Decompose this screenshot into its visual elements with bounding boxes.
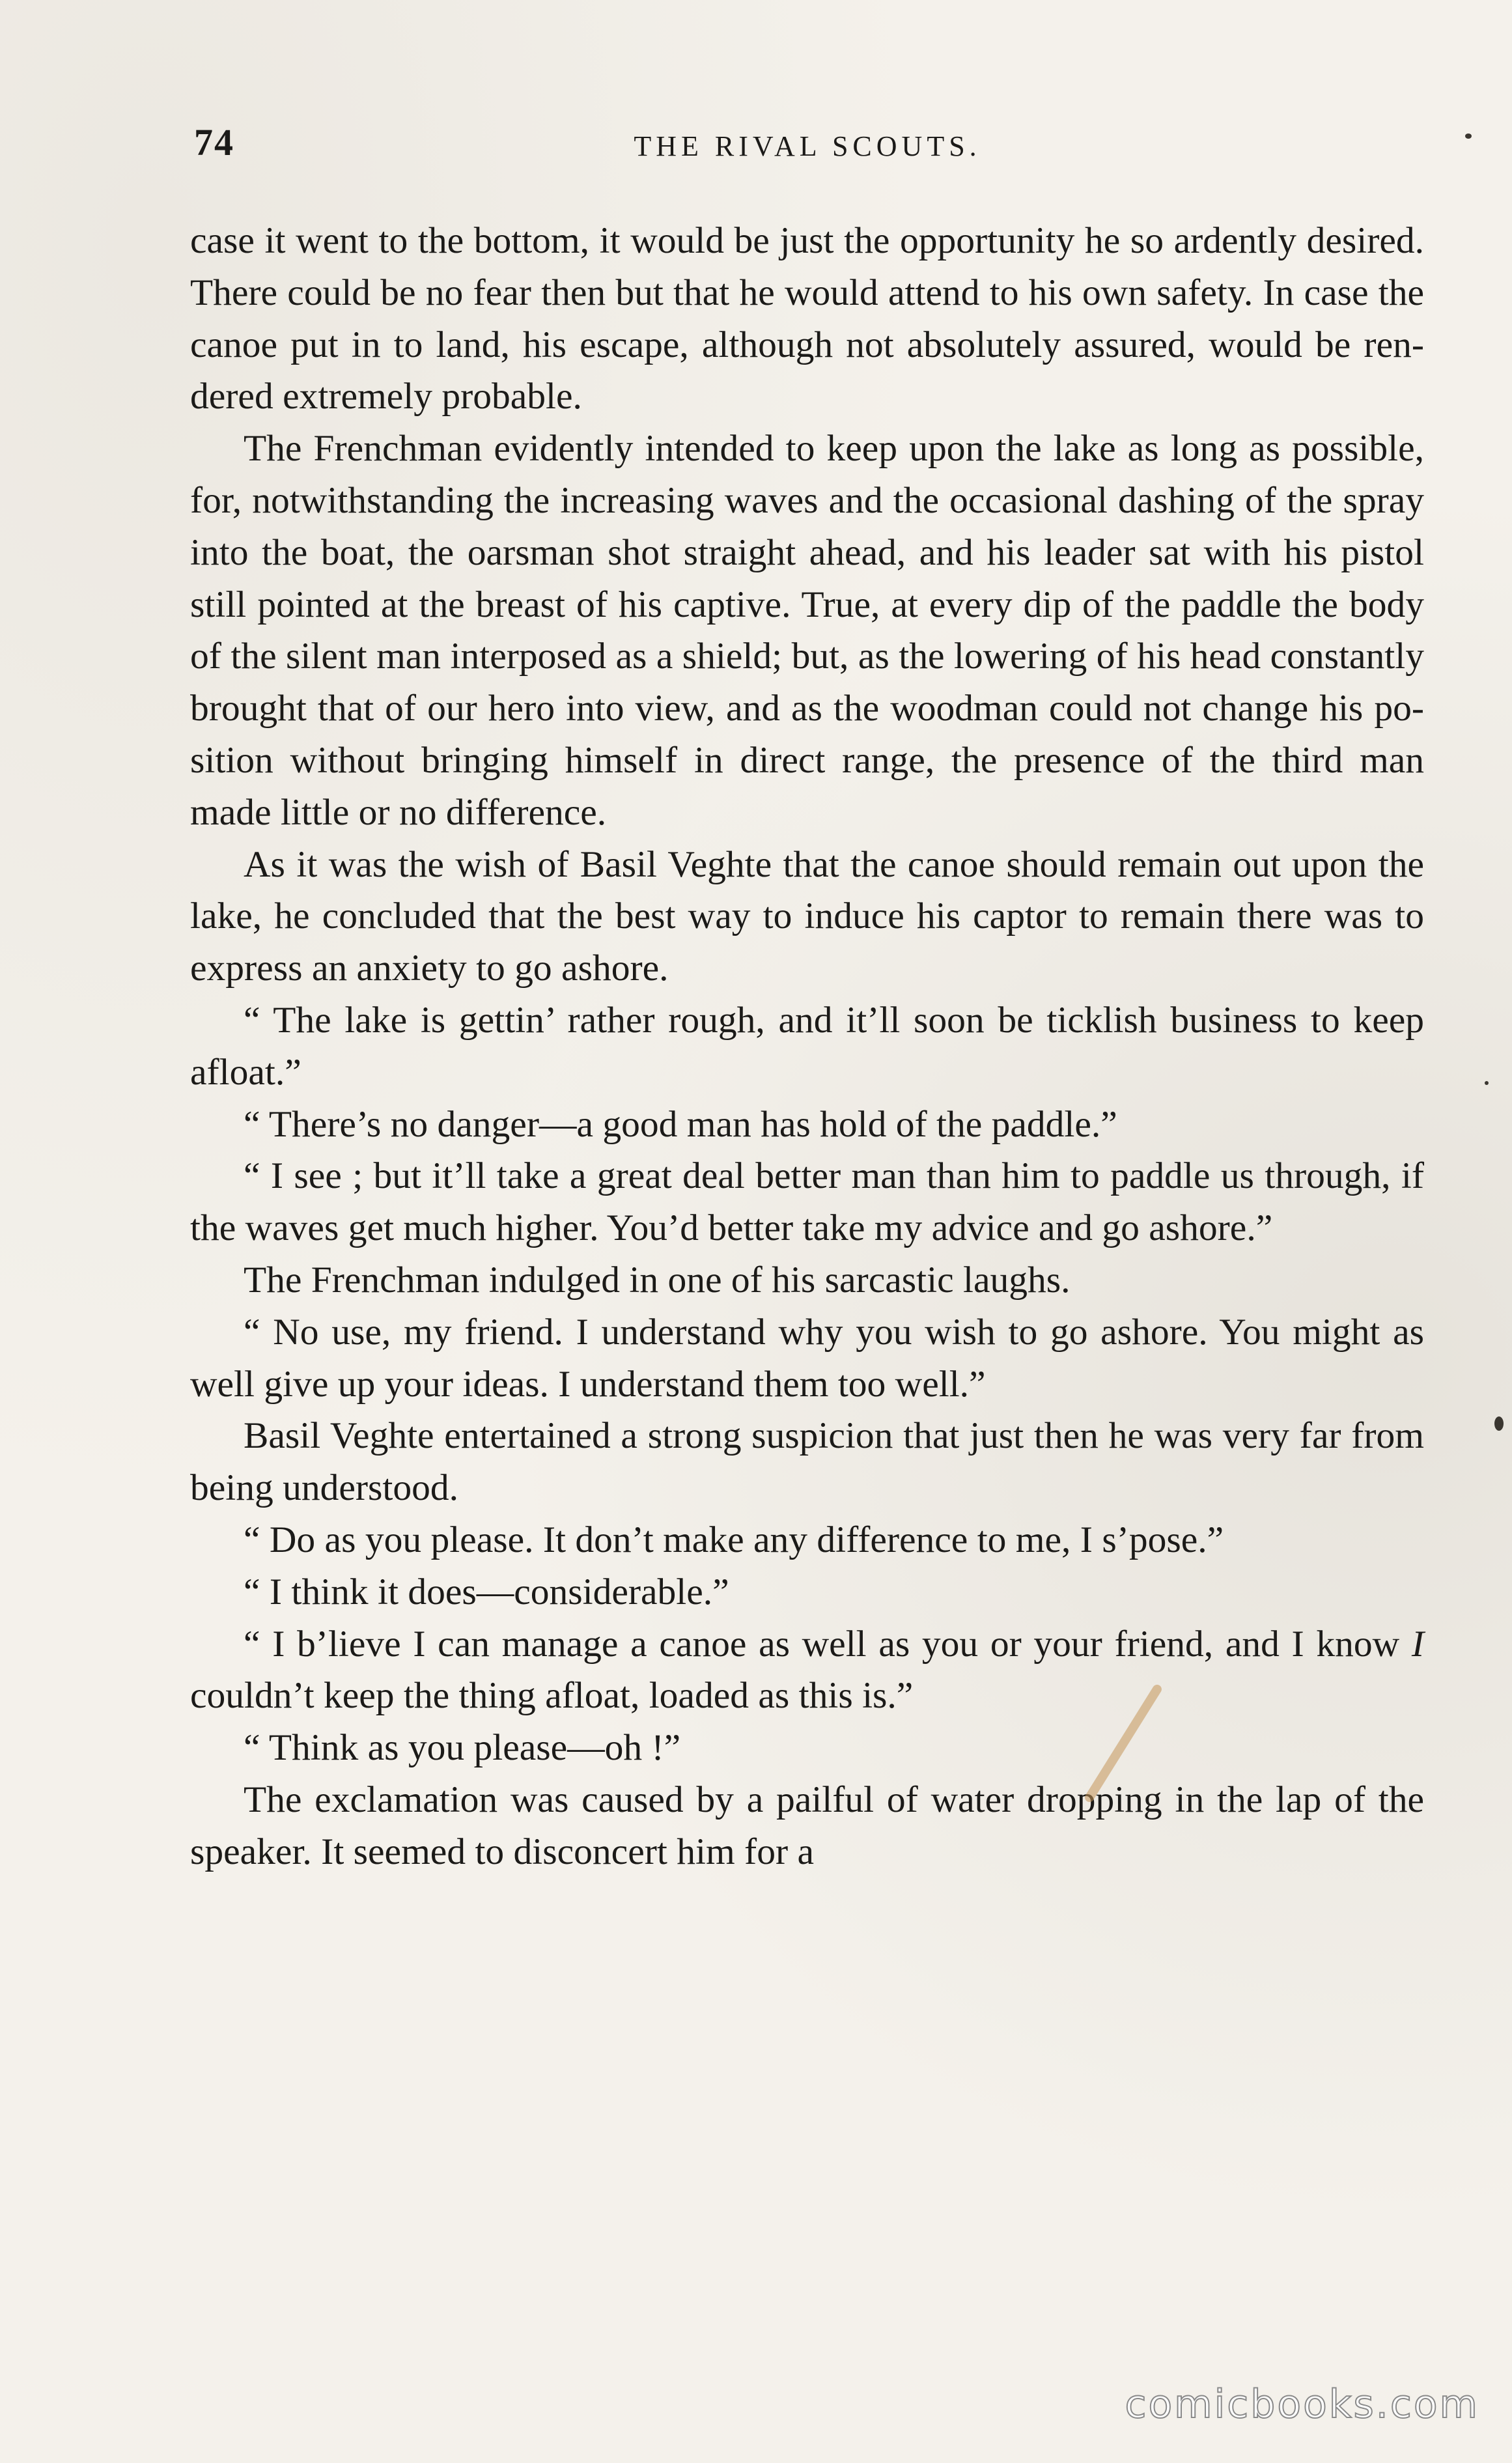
speck [1494,1416,1504,1431]
paragraph-text: couldn’t keep the thing afloat, loaded as this is.” [190,1675,914,1717]
paragraph: The Frenchman indulged in one of his sarcastic laughs. [244,1259,1071,1301]
paragraph-with-italic [190,1618,1424,1723]
speck [1485,1081,1489,1085]
paragraph: “ There’s no danger—a good man has hold of the paddle.” [244,1103,1117,1145]
paragraph: As it was the wish of Basil Veghte that the canoe should remain out upon the lake, he concluded that the best way to induce his captor to remain there was to express an anxiety to go ashore. [190,843,1424,989]
paragraph: “ No use, my friend. I understand why you wish to go ashore. You might as well give up your ideas. I understand them too well.” [190,1311,1424,1405]
watermark: comicbooks.com [1125,2382,1479,2427]
paragraph: “ I think it does—considerable.” [244,1571,729,1612]
running-head: THE RIVAL SCOUTS. [634,130,981,162]
page-number: 74 [194,121,234,163]
paragraph: “ The lake is gettin’ rather rough, and it’ll soon be ticklish business to keep afloat.” [190,999,1424,1093]
paragraph: The exclamation was caused by a pailful of water dropping in the lap of the speaker. It seemed to disconcert him for a [190,1779,1424,1872]
paragraph: “ I see ; but it’ll take a great deal better man than him to paddle us through, if the waves get much higher. You’d better take my advice and go ashore.” [190,1155,1424,1249]
speck [1465,134,1472,139]
paragraph-text: “ I b’lieve I can manage a canoe as well as you or your friend, and I know [244,1623,1400,1665]
page-header [189,120,1426,173]
body-text [190,215,1424,1878]
paragraph: case it went to the bottom, it would be just the opportunity he so ardently desired. There could be no fear then but that he would attend to his own safety. In case the canoe put in to land, his escape, although not absolutely assured, would be rendered extremely probable. [190,220,1424,417]
paragraph: “ Think as you please—oh !” [244,1727,681,1769]
paragraph: The Frenchman evidently intended to keep upon the lake as long as possible, for, notwithstanding the increasing waves and the occasional dashing of the spray into the boat, the oarsman shot straight ahead, and his leader sat with his pistol still pointed at the breast of his captive. True, at every dip of the paddle the body of the silent man interposed as a shield; but, as the lowering of his head constantly brought that of our hero into view, and as the woodman could not change his position without bringing himself in direct range, the presence of the third man made little or no difference. [190,428,1424,833]
italic-word: I [1411,1623,1425,1665]
paragraph: “ Do as you please. It don’t make any difference to me, I s’pose.” [244,1519,1224,1560]
paragraph: Basil Veghte entertained a strong suspicion that just then he was very far from being understood. [190,1415,1424,1509]
